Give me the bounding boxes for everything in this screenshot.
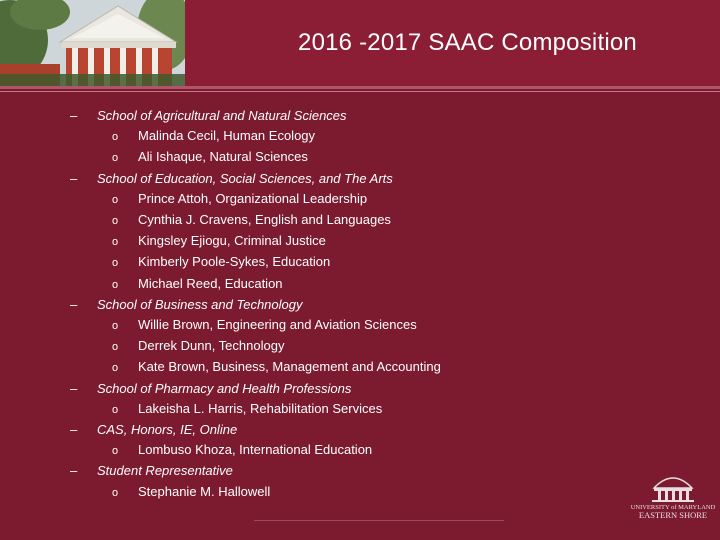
circle-bullet: o	[112, 445, 119, 458]
section-item	[70, 106, 670, 126]
member-name: Cynthia J. Cravens, English and Languages	[138, 212, 391, 228]
section-item	[70, 295, 670, 315]
member-item	[70, 440, 670, 461]
dash-bullet: –	[70, 108, 78, 123]
circle-bullet: o	[112, 341, 119, 354]
member-item	[70, 482, 670, 503]
header-divider	[0, 86, 720, 89]
section-name: Student Representative	[97, 463, 233, 479]
member-name: Lombuso Khoza, International Education	[138, 442, 373, 458]
section-item	[70, 420, 670, 440]
member-item	[70, 274, 670, 295]
logo-line-2: EASTERN SHORE	[638, 510, 708, 520]
section-name: CAS, Honors, IE, Online	[97, 422, 238, 438]
member-item	[70, 210, 670, 231]
dash-bullet: –	[70, 463, 78, 479]
dash-bullet: –	[70, 380, 78, 396]
circle-bullet: o	[112, 152, 119, 165]
member-name: Kate Brown, Business, Management and Accounting	[138, 359, 441, 375]
member-name: Ali Ishaque, Natural Sciences	[138, 149, 308, 165]
circle-bullet: o	[112, 131, 119, 144]
circle-bullet: o	[112, 215, 119, 228]
slide-title: 2016 -2017 SAAC Composition	[298, 29, 637, 56]
member-name: Michael Reed, Education	[138, 275, 283, 291]
circle-bullet: o	[112, 320, 119, 333]
member-name: Prince Attoh, Organizational Leadership	[138, 190, 368, 206]
member-item	[70, 147, 670, 168]
dash-bullet: –	[70, 170, 78, 186]
header-divider-thin	[0, 91, 720, 92]
section-name: School of Education, Social Sciences, and The Arts	[97, 170, 393, 186]
circle-bullet: o	[112, 236, 119, 249]
circle-bullet: o	[112, 257, 119, 270]
member-name: Stephanie M. Hallowell	[138, 483, 271, 499]
section-item	[70, 169, 670, 189]
section-item	[70, 461, 670, 481]
composition-list	[70, 106, 670, 503]
member-name: Willie Brown, Engineering and Aviation Sciences	[138, 317, 417, 333]
member-item	[70, 357, 670, 378]
member-item	[70, 336, 670, 357]
member-name: Malinda Cecil, Human Ecology	[138, 128, 316, 144]
section-name: School of Business and Technology	[97, 296, 303, 312]
section-item	[70, 379, 670, 399]
section-name: School of Agricultural and Natural Sciences	[97, 108, 347, 123]
header-building-photo	[0, 0, 185, 86]
member-name: Kimberly Poole-Sykes, Education	[138, 254, 331, 270]
circle-bullet: o	[112, 278, 119, 291]
circle-bullet: o	[112, 193, 119, 206]
dash-bullet: –	[70, 422, 78, 438]
member-item	[70, 315, 670, 336]
member-item	[70, 399, 670, 420]
university-seal-icon	[626, 466, 720, 520]
member-item	[70, 126, 670, 147]
member-name: Kingsley Ejiogu, Criminal Justice	[138, 233, 326, 249]
member-item	[70, 252, 670, 273]
dash-bullet: –	[70, 296, 78, 312]
logo-line-1: UNIVERSITY of MARYLAND	[630, 504, 716, 511]
university-logo	[626, 466, 720, 520]
circle-bullet: o	[112, 486, 119, 499]
member-item	[70, 189, 670, 210]
section-name: School of Pharmacy and Health Professions	[97, 380, 352, 396]
member-name: Derrek Dunn, Technology	[138, 338, 285, 354]
footer-divider	[254, 520, 504, 521]
member-item	[70, 231, 670, 252]
building-illustration	[0, 0, 185, 86]
circle-bullet: o	[112, 362, 119, 375]
member-name: Lakeisha L. Harris, Rehabilitation Services	[138, 400, 383, 416]
circle-bullet: o	[112, 403, 119, 416]
